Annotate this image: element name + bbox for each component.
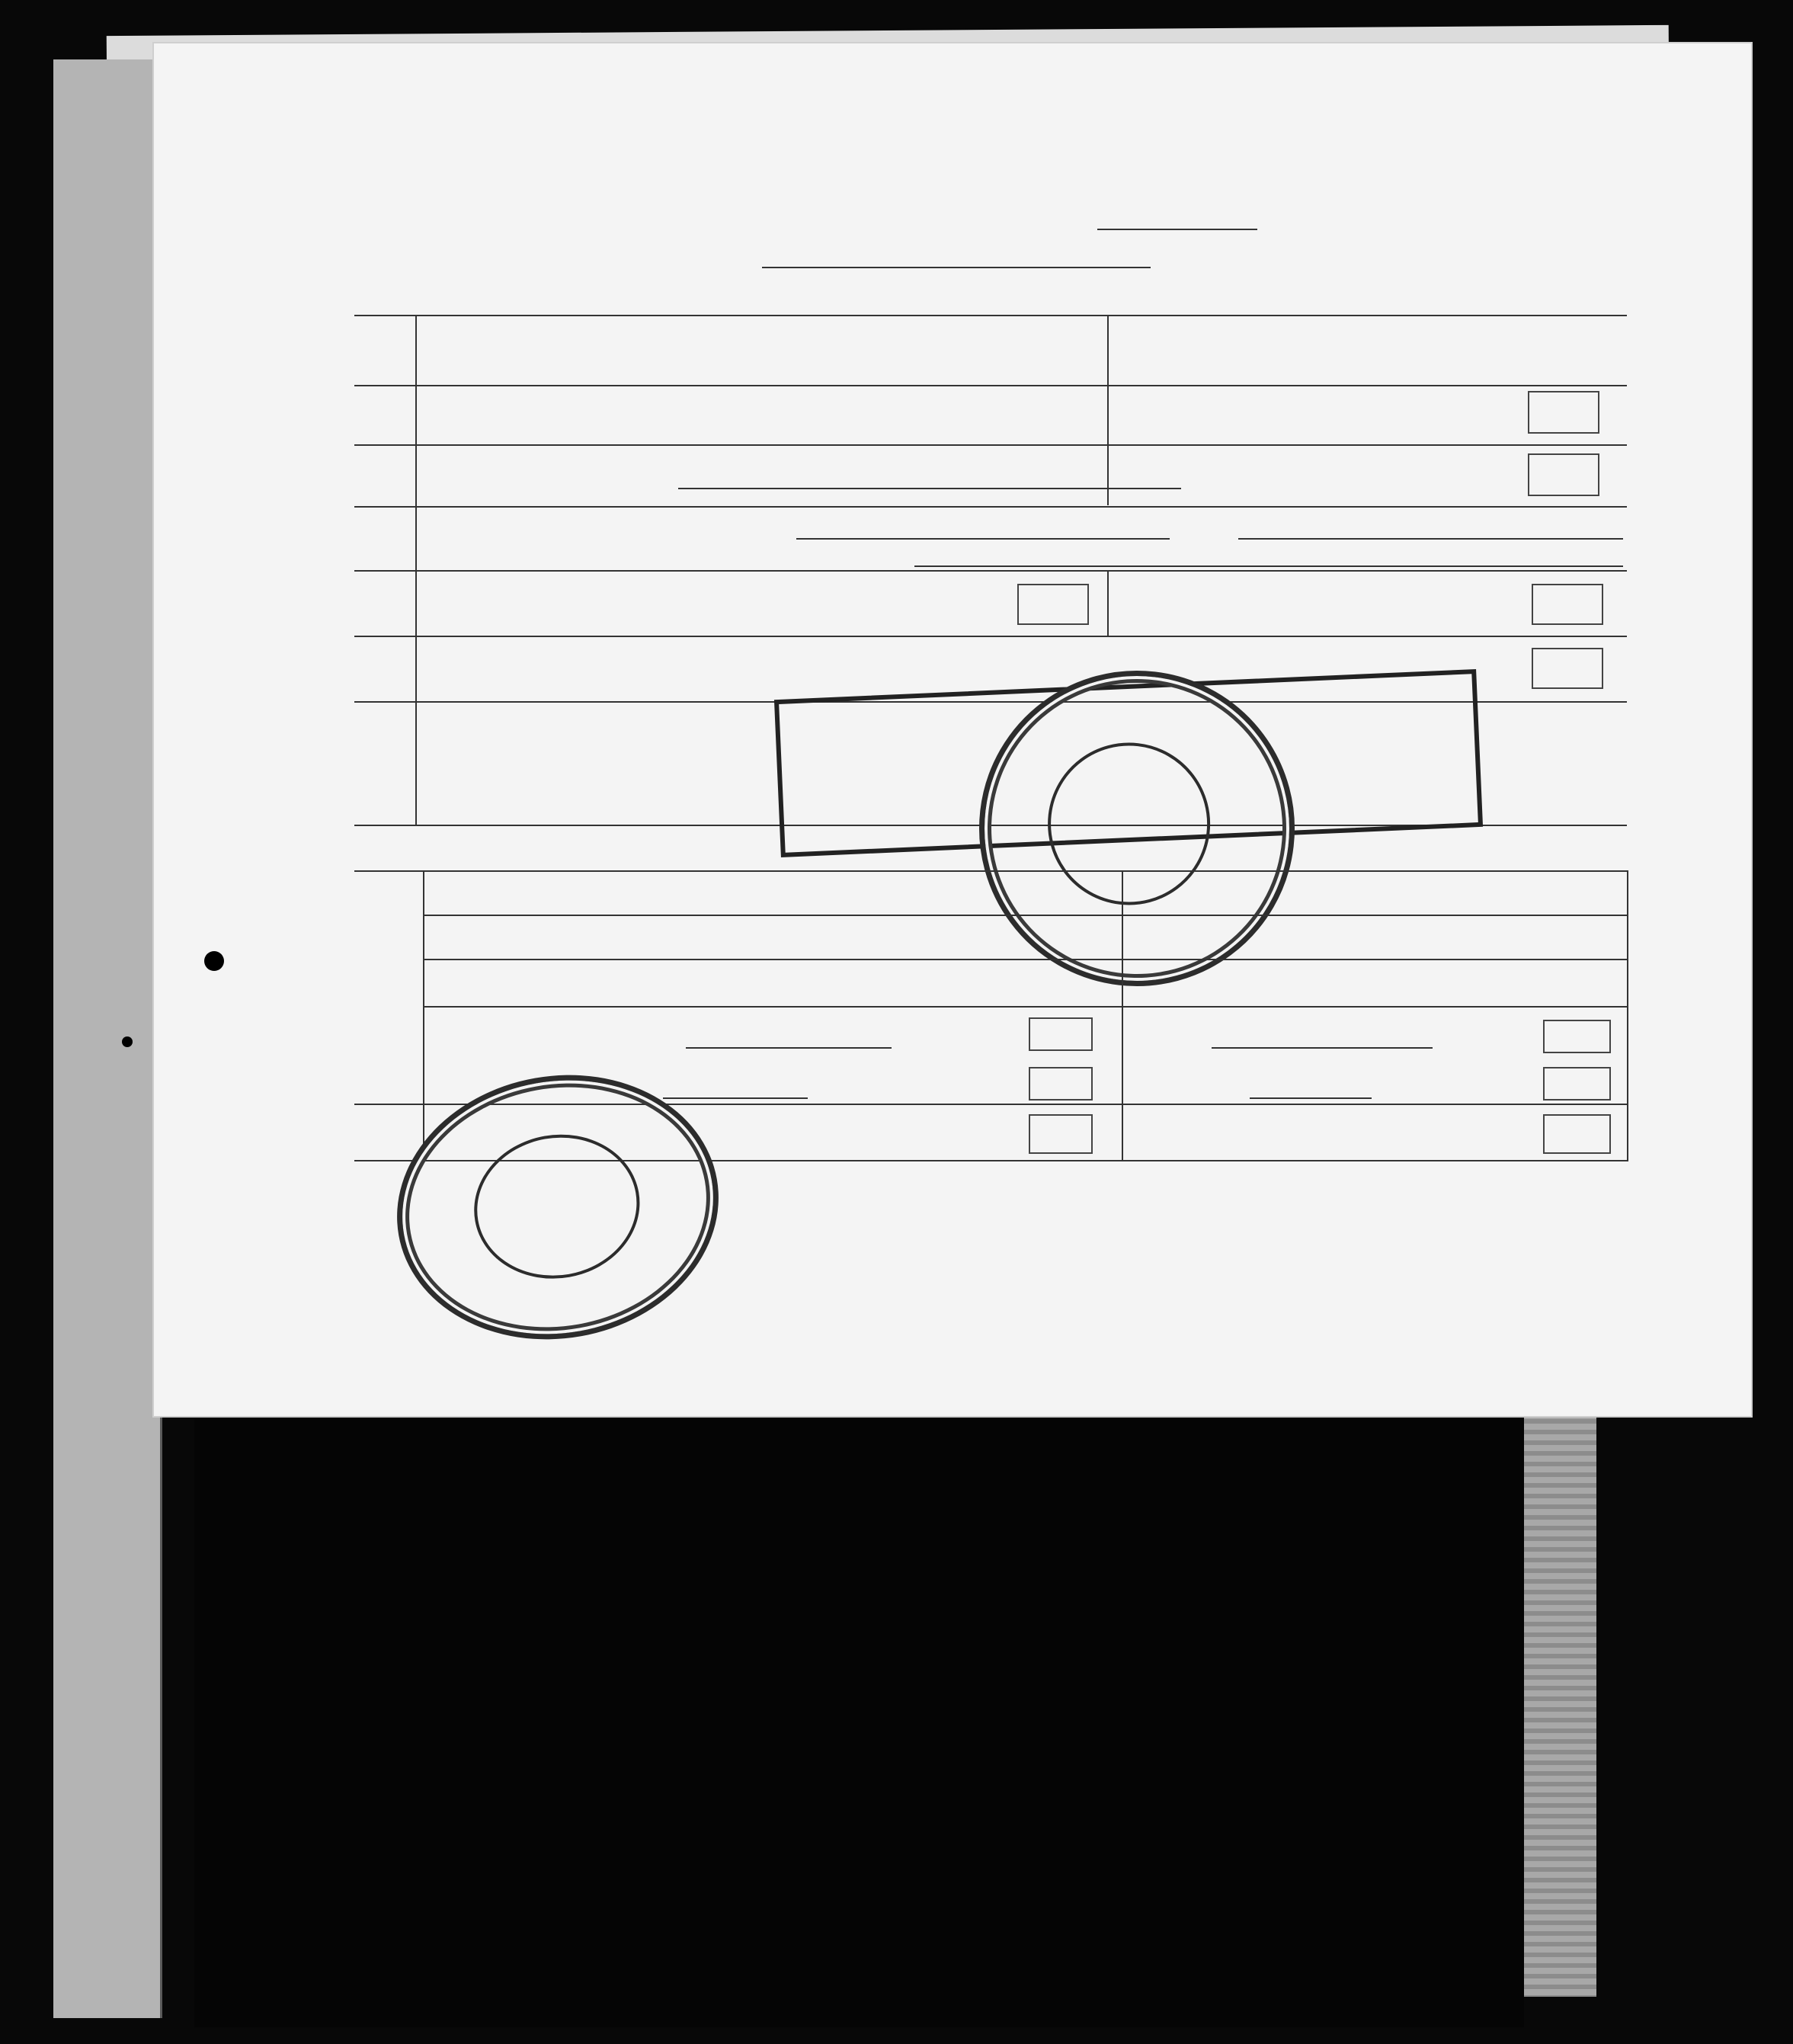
underline: [686, 1047, 892, 1049]
table-line: [354, 636, 1627, 637]
code-box: [1543, 1020, 1611, 1053]
punch-hole: [122, 1036, 133, 1047]
table-line: [354, 315, 1627, 316]
underline: [1238, 538, 1623, 540]
code-box: [1543, 1114, 1611, 1154]
code-box: [1528, 391, 1599, 434]
table-line: [1122, 870, 1123, 1160]
table-line: [423, 870, 424, 1160]
table-line: [1107, 570, 1109, 636]
underline: [1212, 1047, 1433, 1049]
table-line: [423, 915, 1627, 916]
table-line: [423, 1006, 1627, 1008]
code-box: [1029, 1017, 1093, 1051]
table-line: [354, 570, 1627, 572]
table-line: [1107, 315, 1109, 505]
code-box: [1029, 1114, 1093, 1154]
code-box: [1532, 648, 1603, 689]
code-box: [1017, 584, 1089, 625]
right-page-edge: [1524, 1387, 1596, 1997]
underline: [678, 488, 1181, 489]
underline: [796, 538, 1170, 540]
dark-background: [194, 1419, 1524, 2027]
code-box: [1532, 584, 1603, 625]
certification-seal-inner: [463, 1122, 651, 1292]
punch-hole: [204, 951, 224, 971]
underline: [1250, 1097, 1372, 1099]
code-box: [1543, 1067, 1611, 1100]
table-line: [1627, 870, 1628, 1160]
table-line: [423, 959, 1627, 960]
underlying-book-page: [53, 59, 162, 2018]
table-line: [354, 870, 1627, 872]
code-box: [1029, 1067, 1093, 1100]
table-line: [354, 385, 1627, 386]
table-line: [354, 506, 1627, 508]
table-line: [354, 444, 1627, 446]
table-line: [415, 315, 417, 825]
underline: [663, 1097, 808, 1099]
underline: [762, 267, 1151, 268]
underline: [914, 565, 1623, 567]
underline: [1097, 229, 1257, 230]
code-box: [1528, 453, 1599, 496]
round-seal-inner: [1029, 725, 1228, 924]
